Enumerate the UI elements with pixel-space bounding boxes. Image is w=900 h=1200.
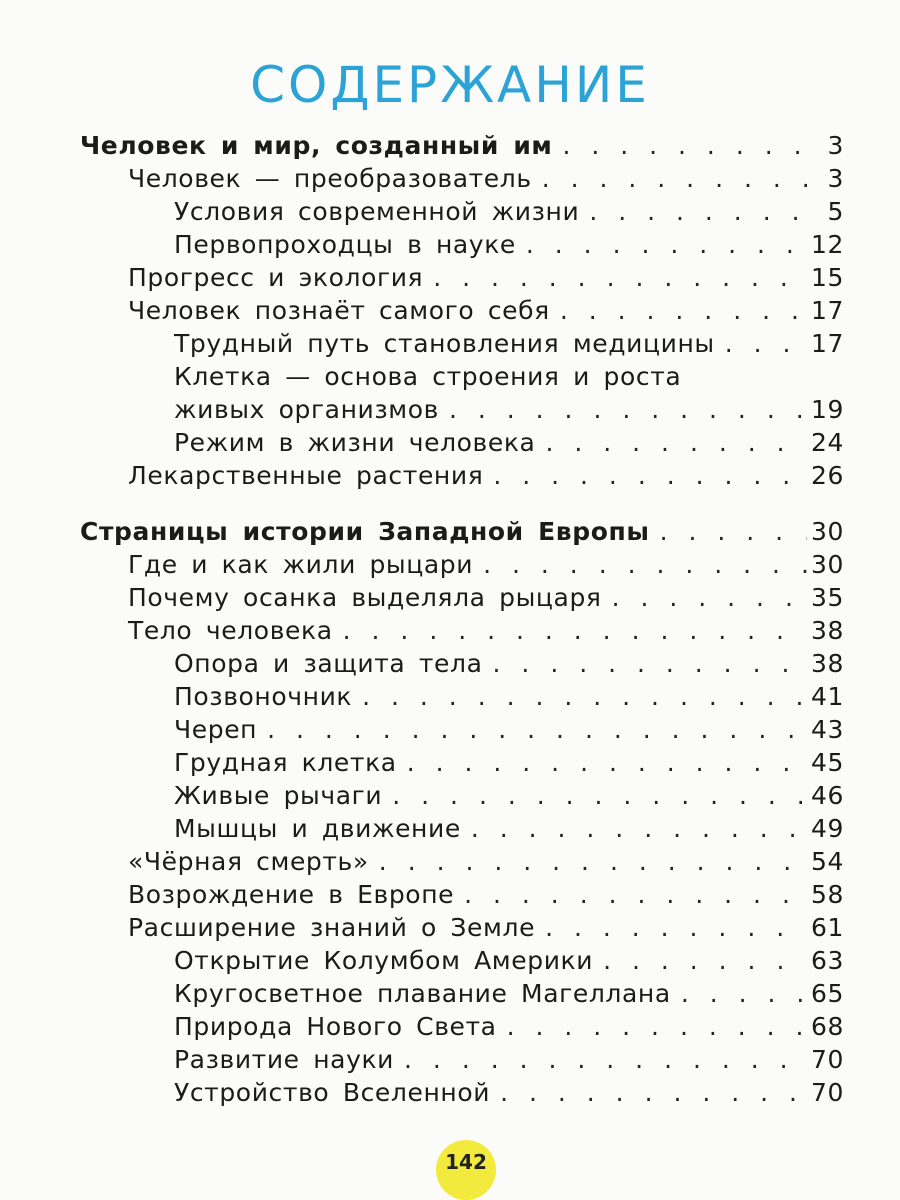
dot-leader xyxy=(725,328,807,360)
dot-leader xyxy=(660,516,807,548)
toc-entry[interactable] xyxy=(174,361,844,393)
toc-entry-page: 5 xyxy=(827,197,844,226)
toc-entry[interactable] xyxy=(128,163,844,195)
toc-entry-page: 49 xyxy=(810,814,844,843)
dot-leader xyxy=(562,130,823,162)
toc-entry[interactable] xyxy=(174,1077,844,1109)
toc-entry-title: Прогресс и экология xyxy=(128,263,424,292)
dot-leader xyxy=(392,780,807,812)
toc-entry-title: Опора и защита тела xyxy=(174,649,483,678)
toc-entry-page: 17 xyxy=(810,296,844,325)
toc-entry-page: 70 xyxy=(810,1045,844,1074)
toc-entry-page: 43 xyxy=(810,715,844,744)
toc-entry-title: Расширение знаний о Земле xyxy=(128,913,536,942)
toc-entry-page: 63 xyxy=(810,946,844,975)
toc-entry[interactable] xyxy=(174,1011,844,1043)
toc-entry[interactable] xyxy=(174,978,844,1010)
dot-leader xyxy=(542,163,824,195)
dot-leader xyxy=(612,582,807,614)
toc-entry-page: 46 xyxy=(810,781,844,810)
toc-entry[interactable] xyxy=(128,912,844,944)
toc-entry-page: 30 xyxy=(810,550,844,579)
toc-entry-title: Живые рычаги xyxy=(174,781,383,810)
toc-entry[interactable] xyxy=(174,780,844,812)
dot-leader xyxy=(483,549,807,581)
toc-entry-title: Человек — преобразователь xyxy=(128,164,532,193)
toc-entry[interactable] xyxy=(174,328,844,360)
toc-entry-page: 58 xyxy=(810,880,844,909)
dot-leader xyxy=(603,945,807,977)
toc-entry-title: «Чёрная смерть» xyxy=(128,847,369,876)
dot-leader xyxy=(589,196,823,228)
toc-entry[interactable] xyxy=(128,615,844,647)
toc-entry-title: Человек познаёт самого себя xyxy=(128,296,550,325)
toc-entry-page: 68 xyxy=(810,1012,844,1041)
toc-entry-title: Первопроходцы в науке xyxy=(174,230,516,259)
dot-leader xyxy=(471,813,807,845)
toc-entry-title: Где и как жили рыцари xyxy=(128,550,474,579)
toc-entry[interactable] xyxy=(128,549,844,581)
toc-entry-page: 3 xyxy=(827,164,844,193)
toc-entry-page: 35 xyxy=(810,583,844,612)
toc-entry[interactable] xyxy=(174,747,844,779)
dot-leader xyxy=(560,295,807,327)
dot-leader xyxy=(507,1011,807,1043)
dot-leader xyxy=(379,846,807,878)
toc-entry-page: 61 xyxy=(810,913,844,942)
toc-entry-title: Развитие науки xyxy=(174,1045,395,1074)
dot-leader xyxy=(267,714,807,746)
toc-entry[interactable] xyxy=(128,879,844,911)
page-number-badge: 142 xyxy=(436,1140,496,1200)
toc-entry-page: 15 xyxy=(810,263,844,292)
toc-entry-page: 17 xyxy=(810,329,844,358)
dot-leader xyxy=(545,427,807,459)
toc-entry-page: 41 xyxy=(810,682,844,711)
toc-entry-title: Лекарственные растения xyxy=(128,461,484,490)
toc-entry-page: 70 xyxy=(810,1078,844,1107)
dot-leader xyxy=(449,394,807,426)
toc-entry[interactable] xyxy=(174,714,844,746)
toc-entry[interactable] xyxy=(128,846,844,878)
toc-entry-page: 30 xyxy=(810,517,844,546)
toc-entry[interactable] xyxy=(174,648,844,680)
toc-entry-page: 24 xyxy=(810,428,844,457)
dot-leader xyxy=(343,615,807,647)
dot-leader xyxy=(433,262,807,294)
toc-entry-title: Почему осанка выделяла рыцаря xyxy=(128,583,602,612)
toc-entry-page: 54 xyxy=(810,847,844,876)
toc-entry[interactable] xyxy=(128,295,844,327)
dot-leader xyxy=(681,978,807,1010)
toc-entry[interactable] xyxy=(174,1044,844,1076)
toc-entry-title: Возрождение в Европе xyxy=(128,880,455,909)
dot-leader xyxy=(493,648,807,680)
toc-entry[interactable] xyxy=(80,130,844,162)
toc-entry-title: живых организмов xyxy=(174,395,439,424)
toc-entry-page: 19 xyxy=(810,395,844,424)
dot-leader xyxy=(404,1044,807,1076)
toc-entry-page: 38 xyxy=(810,616,844,645)
toc-entry[interactable] xyxy=(174,945,844,977)
dot-leader xyxy=(493,460,807,492)
toc-entry-page: 65 xyxy=(810,979,844,1008)
toc-entry-page: 45 xyxy=(810,748,844,777)
toc-entry[interactable] xyxy=(128,460,844,492)
toc-entry-title: Трудный путь становления медицины xyxy=(174,329,715,358)
toc-entry-page: 26 xyxy=(810,461,844,490)
toc-entry-page: 12 xyxy=(810,230,844,259)
dot-leader xyxy=(545,912,807,944)
toc-entry-title: Природа Нового Света xyxy=(174,1012,497,1041)
toc-entry-title: Мышцы и движение xyxy=(174,814,461,843)
toc-entry[interactable] xyxy=(128,262,844,294)
toc-entry-title: Режим в жизни человека xyxy=(174,428,536,457)
toc-entry-title: Клетка — основа строения и роста xyxy=(174,362,682,391)
toc-entry[interactable] xyxy=(174,427,844,459)
toc-entry-title: Открытие Колумбом Америки xyxy=(174,946,594,975)
toc-entry-title: Грудная клетка xyxy=(174,748,397,777)
toc-entry[interactable] xyxy=(80,516,844,548)
toc-entry-title: Тело человека xyxy=(128,616,333,645)
dot-leader xyxy=(407,747,807,779)
dot-leader xyxy=(362,681,807,713)
dot-leader xyxy=(464,879,807,911)
toc-entry-title: Позвоночник xyxy=(174,682,353,711)
toc-entry-title: Страницы истории Западной Европы xyxy=(80,517,650,546)
toc-entry-page: 3 xyxy=(827,131,844,160)
toc-entry[interactable] xyxy=(174,196,844,228)
dot-leader xyxy=(500,1077,807,1109)
toc-entry-page: 38 xyxy=(810,649,844,678)
toc-entry-title: Устройство Вселенной xyxy=(174,1078,491,1107)
page-title: СОДЕРЖАНИЕ xyxy=(250,56,650,114)
toc-entry-title: Череп xyxy=(174,715,258,744)
dot-leader xyxy=(526,229,807,261)
toc-entry[interactable] xyxy=(174,813,844,845)
toc-entry[interactable] xyxy=(174,229,844,261)
toc-entry[interactable] xyxy=(174,394,844,426)
toc-entry-title: Человек и мир, созданный им xyxy=(80,131,553,160)
toc-entry-title: Условия современной жизни xyxy=(174,197,580,226)
toc-entry[interactable] xyxy=(174,681,844,713)
toc-entry-title: Кругосветное плавание Магеллана xyxy=(174,979,671,1008)
toc-entry[interactable] xyxy=(128,582,844,614)
